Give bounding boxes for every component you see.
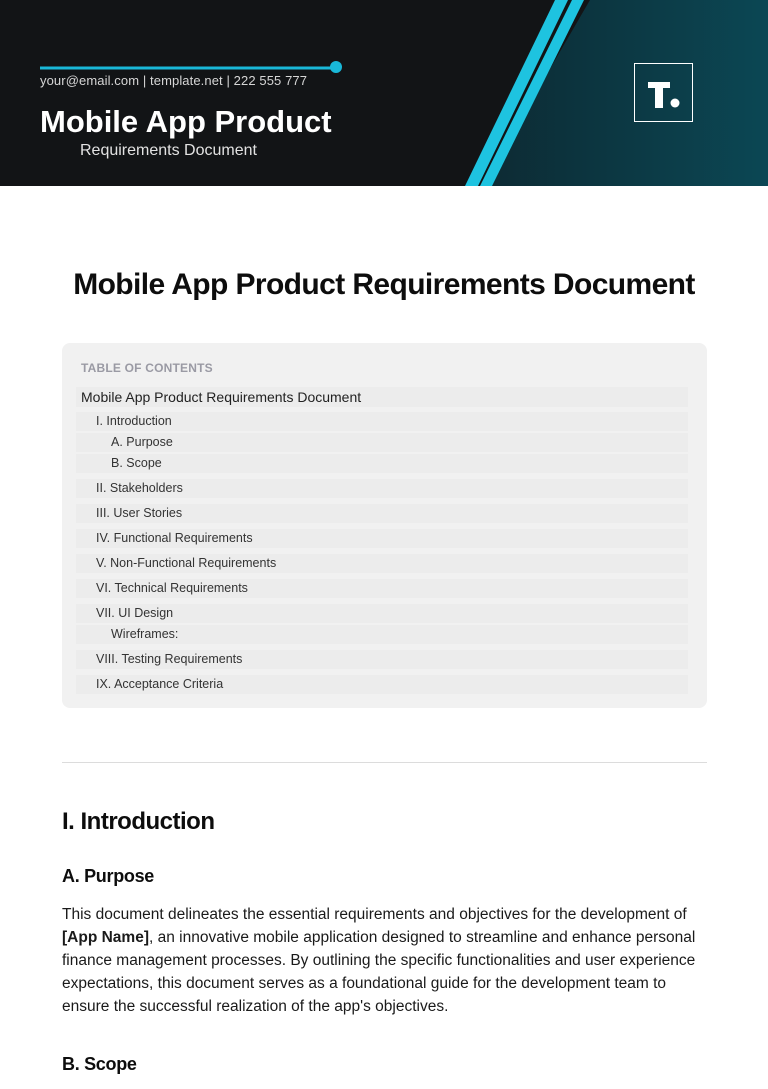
toc-item-non-functional-requirements[interactable] (76, 554, 688, 573)
toc-item-label: Wireframes: (111, 627, 179, 641)
toc-item-label: I. Introduction (96, 414, 172, 428)
toc-item-label: VI. Technical Requirements (96, 581, 248, 595)
toc-item-label: III. User Stories (96, 506, 183, 520)
toc-item-label: IV. Functional Requirements (96, 531, 253, 545)
toc-item-technical-requirements[interactable] (76, 579, 688, 598)
banner-subtitle: Requirements Document (80, 142, 257, 159)
toc-item-user-stories[interactable] (76, 504, 688, 523)
section-heading-introduction: I. Introduction (62, 808, 215, 835)
subsection-heading-purpose: A. Purpose (62, 866, 155, 886)
toc-item-label: II. Stakeholders (96, 481, 183, 495)
toc-item-label: VIII. Testing Requirements (96, 652, 243, 666)
toc-item-functional-requirements[interactable] (76, 529, 688, 548)
header-banner (0, 0, 768, 186)
toc-item-introduction[interactable] (76, 412, 688, 431)
toc-item-acceptance-criteria[interactable] (76, 675, 688, 694)
toc-item-wireframes[interactable] (76, 625, 688, 644)
toc-item-label: A. Purpose (111, 435, 173, 449)
toc-item-stakeholders[interactable] (76, 479, 688, 498)
contact-line: your@email.com | template.net | 222 555 777 (40, 73, 308, 88)
toc-item-purpose[interactable] (76, 433, 688, 452)
document-title: Mobile App Product Requirements Document (73, 268, 695, 301)
toc-item-ui-design[interactable] (76, 604, 688, 623)
toc-item-label: IX. Acceptance Criteria (96, 677, 224, 691)
banner-title: Mobile App Product (40, 104, 332, 139)
table-of-contents (62, 343, 707, 708)
purpose-text-after: , an innovative mobile application designed to streamline and enhance personal finance management processes. By outlining the specific functionalities and user experience expectations, this document serves as a foundational guide for the development team to ensure the successful realization of the app's objectives. (62, 929, 696, 1015)
toc-item-testing-requirements[interactable] (76, 650, 688, 669)
purpose-text-before: This document delineates the essential requirements and objectives for the development of (62, 906, 687, 923)
subsection-heading-scope: B. Scope (62, 1054, 137, 1074)
toc-item-label: VII. UI Design (96, 606, 174, 620)
toc-item-label: Mobile App Product Requirements Document (81, 389, 362, 405)
toc-label: TABLE OF CONTENTS (81, 361, 213, 375)
toc-item-label: B. Scope (111, 456, 162, 470)
app-name-placeholder: [App Name] (62, 929, 149, 946)
purpose-paragraph (62, 903, 712, 1018)
logo (634, 63, 693, 122)
toc-item-document[interactable] (76, 387, 688, 407)
logo-icon (635, 64, 692, 121)
toc-item-scope[interactable] (76, 454, 688, 473)
toc-item-label: V. Non-Functional Requirements (96, 556, 277, 570)
section-divider (62, 762, 707, 763)
